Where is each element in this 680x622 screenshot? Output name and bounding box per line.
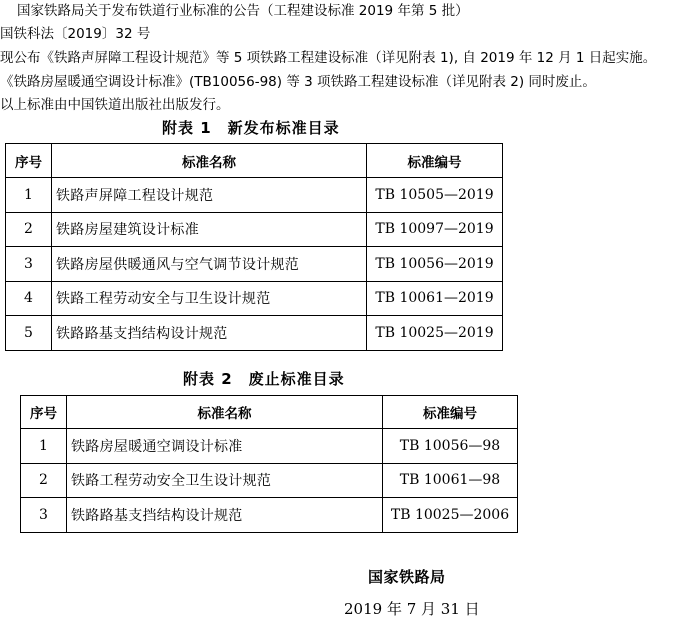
standard-name: 铁路房屋暖通空调设计标准 <box>67 429 383 464</box>
row-index: 1 <box>6 178 52 213</box>
row-index: 4 <box>6 281 52 316</box>
standard-code: TB 10056—98 <box>383 429 518 464</box>
issue-date: 2019 年 7 月 31 日 <box>344 600 480 618</box>
table-row <box>21 429 518 464</box>
announcement-paragraph-publish: 现公布《铁路声屏障工程设计规范》等 5 项铁路工程建设标准（详见附表 1), 自 2019 年 12 月 1 日起实施。 <box>0 50 657 66</box>
table2-title: 附表 2 废止标准目录 <box>183 370 345 388</box>
standard-code: TB 10061—98 <box>383 463 518 498</box>
table1-title: 附表 1 新发布标准目录 <box>162 119 340 137</box>
repealed-standards-table <box>20 395 518 533</box>
standard-name: 铁路路基支挡结构设计规范 <box>67 498 383 533</box>
standard-name: 铁路工程劳动安全与卫生设计规范 <box>52 281 367 316</box>
standard-name: 铁路房屋供暖通风与空气调节设计规范 <box>52 247 367 282</box>
announcement-title: 国家铁路局关于发布铁道行业标准的公告（工程建设标准 2019 年第 5 批） <box>17 3 469 19</box>
column-header-code: 标准编号 <box>383 396 518 429</box>
column-header-code: 标准编号 <box>367 144 503 178</box>
standard-name: 铁路工程劳动安全卫生设计规范 <box>67 463 383 498</box>
row-index: 5 <box>6 316 52 351</box>
table-row <box>6 316 503 351</box>
row-index: 3 <box>21 498 67 533</box>
table-row <box>21 498 518 533</box>
table-row <box>21 463 518 498</box>
column-header-index: 序号 <box>6 144 52 178</box>
table-row <box>6 281 503 316</box>
table-row <box>6 247 503 282</box>
row-index: 2 <box>6 212 52 247</box>
announcement-paragraph-publisher: 以上标准由中国铁道出版社出版发行。 <box>0 97 230 113</box>
table-row <box>6 212 503 247</box>
standard-name: 铁路房屋建筑设计标准 <box>52 212 367 247</box>
standard-code: TB 10025—2019 <box>367 316 503 351</box>
column-header-name: 标准名称 <box>52 144 367 178</box>
announcement-paragraph-repeal: 《铁路房屋暖通空调设计标准》(TB10056-98) 等 3 项铁路工程建设标准（详见附表 2) 同时废止。 <box>0 74 596 90</box>
document-number: 国铁科法〔2019〕32 号 <box>0 26 151 42</box>
table-header-row <box>21 396 518 429</box>
table-header-row <box>6 144 503 178</box>
row-index: 2 <box>21 463 67 498</box>
standard-code: TB 10061—2019 <box>367 281 503 316</box>
table-row <box>6 178 503 213</box>
standard-name: 铁路声屏障工程设计规范 <box>52 178 367 213</box>
standard-code: TB 10505—2019 <box>367 178 503 213</box>
new-standards-table <box>5 143 503 351</box>
standard-code: TB 10025—2006 <box>383 498 518 533</box>
column-header-index: 序号 <box>21 396 67 429</box>
row-index: 3 <box>6 247 52 282</box>
standard-name: 铁路路基支挡结构设计规范 <box>52 316 367 351</box>
row-index: 1 <box>21 429 67 464</box>
standard-code: TB 10097—2019 <box>367 212 503 247</box>
column-header-name: 标准名称 <box>67 396 383 429</box>
standard-code: TB 10056—2019 <box>367 247 503 282</box>
issuing-organization: 国家铁路局 <box>368 568 446 586</box>
